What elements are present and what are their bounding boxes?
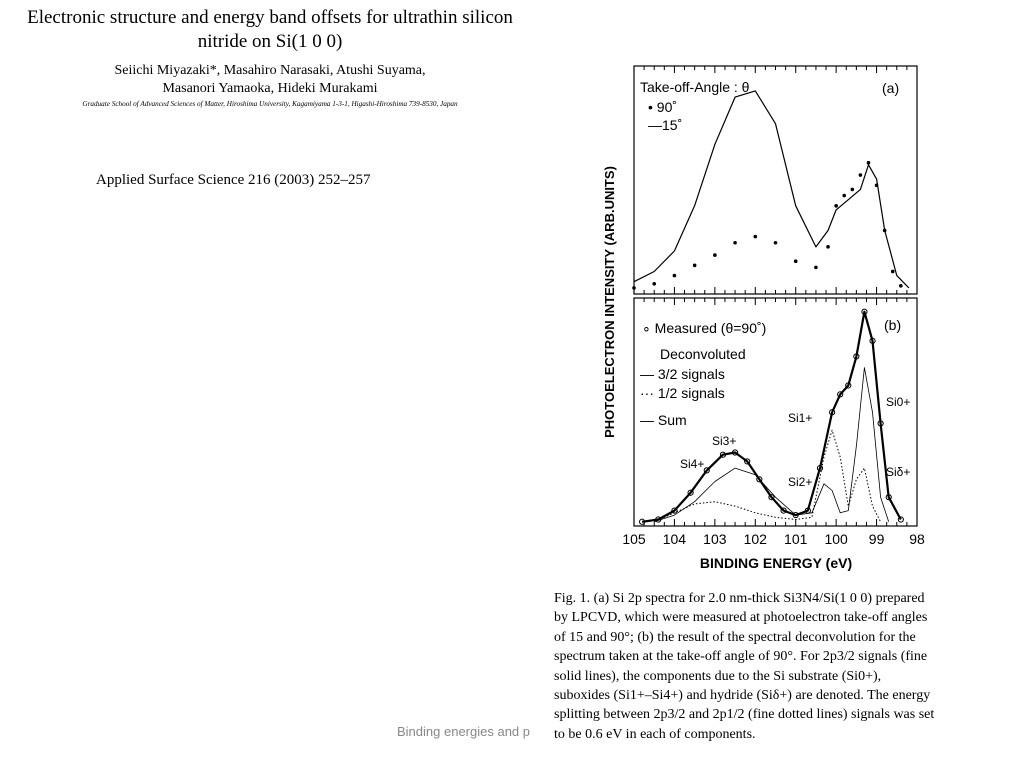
label-si3: Si3+ [712,434,737,448]
data-point [693,264,697,268]
panel-b-legend-sum: — Sum [640,412,687,428]
panel-a-legend-title: Take-off-Angle : θ [640,79,750,95]
x-tick-labels [622,531,925,547]
data-point [883,229,887,233]
data-point [652,282,656,286]
data-point [899,284,903,288]
data-point [891,270,895,274]
journal-citation: Applied Surface Science 216 (2003) 252–257 [96,172,371,188]
label-si1: Si1+ [788,411,813,425]
x-tick-label: 102 [743,531,767,547]
label-si4: Si4+ [680,457,705,471]
data-point [859,173,863,177]
author-list [20,62,520,98]
x-tick-label: 105 [622,531,646,547]
caption-line: splitting between 2p3/2 and 2p1/2 (fine dotted lines) signals was set [554,707,935,723]
caption-line: by LPCVD, which were measured at photoelectron take-off angles [554,610,928,626]
caption-line: solid lines), the components due to the Si substrate (Si0+), [554,668,882,684]
panel-b-tag: (b) [884,317,902,333]
caption-line: spectrum taken at the take-off angle of 90°. For 2p3/2 signals (fine [554,649,928,665]
data-point [867,161,871,165]
figure [598,62,938,582]
authors-line-2: Masanori Yamaoka, Hideki Murakami [162,81,378,96]
authors-line-1: Seiichi Miyazaki*, Masahiro Narasaki, Atushi Suyama, [114,63,426,78]
data-point [814,266,818,270]
panel-a-legend-15: —15˚ [648,117,683,133]
data-point [851,188,855,192]
series-line [654,430,880,522]
x-tick-label: 104 [662,531,687,547]
figure-caption [554,589,976,744]
data-point [733,241,737,245]
footer-note: Binding energies and p [397,724,530,739]
y-axis-label: PHOTOELECTRON INTENSITY (ARB.UNITS) [602,166,617,438]
data-point [753,235,757,239]
caption-line: to be 0.6 eV in each of components. [554,726,756,742]
label-si2: Si2+ [788,475,813,489]
caption-line: of 15 and 90°; (b) the result of the spectral deconvolution for the [554,629,916,645]
paper-title: Electronic structure and energy band offsets for ultrathin silicon nitride on Si(1 0 0) [27,7,513,52]
data-point [842,194,846,198]
panel-b-legend-deconv: Deconvoluted [660,346,746,362]
panel-b-legend-measured: ∘ Measured (θ=90˚) [642,320,767,336]
x-tick-label: 99 [868,531,885,547]
data-point [774,241,778,245]
panel-a-legend-90: • 90˚ [648,99,678,115]
data-point [632,286,636,290]
affiliation: Graduate School of Advanced Sciences of Matter, Hiroshima University, Kagamiyama 1-3-1, Higashi-Hiroshima 739-8530, Japan [82,100,458,108]
panel-a-tag: (a) [882,80,900,96]
data-point [834,204,838,208]
panel-b-legend-12: ··· 1/2 signals [640,385,725,401]
label-si0: Si0+ [886,395,911,409]
caption-line: suboxides (Si1+–Si4+) and hydride (Siδ+) are denoted. The energy [554,688,931,704]
x-tick-label: 101 [784,531,808,547]
data-point [673,274,677,278]
x-axis-label: BINDING ENERGY (eV) [699,555,853,571]
x-tick-label: 103 [703,531,727,547]
data-point [875,183,879,187]
data-point [794,259,798,263]
caption-line: Fig. 1. (a) Si 2p spectra for 2.0 nm-thick Si3N4/Si(1 0 0) prepared [554,591,925,606]
x-tick-label: 100 [824,531,848,547]
panel-b-legend-32: — 3/2 signals [640,366,725,382]
label-sidelta: Siδ+ [886,465,911,479]
data-point [826,245,830,249]
data-point [713,253,717,257]
x-tick-label: 98 [909,531,925,547]
spectra-figure [598,62,938,582]
